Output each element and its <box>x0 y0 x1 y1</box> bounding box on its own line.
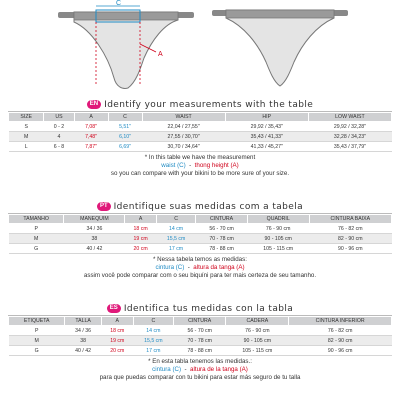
cell: 6 - 8 <box>44 142 74 152</box>
cell: L <box>9 142 44 152</box>
label-c: C <box>116 0 122 7</box>
section-title: Identifique suas medidas com a tabela <box>113 201 304 212</box>
note-line-3: para que puedas comparar con tu bikini para estar más seguro de tu talla <box>99 374 301 382</box>
note-line-1: * En esta tabla tenemos las medidas.: <box>148 358 252 365</box>
note-waist: cintura (C) <box>152 366 182 374</box>
note-line-2 <box>8 162 392 170</box>
bikini-front-diagram <box>56 0 196 92</box>
cell: 20 cm <box>101 346 133 356</box>
table-row <box>9 326 392 336</box>
table-header-row <box>9 113 392 122</box>
note-line-2 <box>8 264 392 272</box>
size-table <box>8 214 392 254</box>
cell: 7,87" <box>74 142 108 152</box>
language-badge: EN <box>87 100 101 109</box>
note-waist: cintura (C) <box>155 264 185 272</box>
measurement-notes <box>8 358 392 383</box>
cell: 6,10" <box>108 132 142 142</box>
note-line-1: * Nessa tabela temos as medidas: <box>153 256 247 263</box>
note-separator: - <box>189 162 192 170</box>
table-header-cell: C <box>108 113 142 122</box>
table-row <box>9 346 392 356</box>
cell: 32,28 / 34,23" <box>308 132 391 142</box>
cell: 105 - 115 cm <box>226 346 289 356</box>
table-header-row <box>9 317 392 326</box>
cell: 15,5 cm <box>156 234 196 244</box>
note-height: thong height (A) <box>194 162 239 170</box>
table-header-cell: WAIST <box>142 113 225 122</box>
cell: 19 cm <box>101 336 133 346</box>
measurement-notes <box>8 154 392 179</box>
cell: P <box>9 224 64 234</box>
cell: 7,08" <box>74 122 108 132</box>
section-pt <box>8 200 392 281</box>
table-header-cell: C <box>156 215 196 224</box>
cell: 90 - 105 cm <box>247 234 309 244</box>
table-row <box>9 122 392 132</box>
label-a: A <box>158 51 163 58</box>
cell: 30,70 / 34,64" <box>142 142 225 152</box>
table-header-cell: A <box>74 113 108 122</box>
cell: 76 - 90 cm <box>247 224 309 234</box>
cell: 29,92 / 32,28" <box>308 122 391 132</box>
cell: M <box>9 132 44 142</box>
note-height: altura de la tanga (A) <box>190 366 248 374</box>
cell: P <box>9 326 65 336</box>
cell: 17 cm <box>133 346 173 356</box>
table-row <box>9 336 392 346</box>
note-line-3: so you can compare with your bikini to be more sure of your size. <box>110 170 290 178</box>
right-clasp-icon <box>176 12 194 18</box>
cell: 6,69" <box>108 142 142 152</box>
cell: 76 - 82 cm <box>309 224 391 234</box>
cell: 0 - 2 <box>44 122 74 132</box>
cell: 76 - 82 cm <box>289 326 392 336</box>
table-header-cell: A <box>101 317 133 326</box>
cell: 5,51" <box>108 122 142 132</box>
table-row <box>9 234 392 244</box>
cell: 82 - 90 cm <box>289 336 392 346</box>
section-header <box>8 302 392 316</box>
cell: S <box>9 122 44 132</box>
cell: 20 cm <box>125 244 156 254</box>
cell: 70 - 78 cm <box>174 336 226 346</box>
cell: G <box>9 244 64 254</box>
section-es <box>8 302 392 383</box>
cell: 78 - 88 cm <box>196 244 247 254</box>
table-header-cell: SIZE <box>9 113 44 122</box>
language-badge: ES <box>107 304 121 313</box>
cell: 18 cm <box>101 326 133 336</box>
cell: 29,92 / 35,43" <box>225 122 308 132</box>
note-line-2 <box>8 366 392 374</box>
cell: 4 <box>44 132 74 142</box>
table-header-cell: TAMANHO <box>9 215 64 224</box>
table-header-cell: LOW WAIST <box>308 113 391 122</box>
table-header-cell: CINTURA <box>174 317 226 326</box>
size-table <box>8 112 392 152</box>
table-header-cell: TALLA <box>65 317 101 326</box>
size-table <box>8 316 392 356</box>
table-header-cell: US <box>44 113 74 122</box>
table-header-cell: A <box>125 215 156 224</box>
cell: 14 cm <box>133 326 173 336</box>
cell: 56 - 70 cm <box>174 326 226 336</box>
table-row <box>9 142 392 152</box>
cell: 56 - 70 cm <box>196 224 247 234</box>
cell: 35,43 / 41,33" <box>225 132 308 142</box>
cell: 90 - 105 cm <box>226 336 289 346</box>
cell: 34 / 36 <box>65 326 101 336</box>
cell: 105 - 115 cm <box>247 244 309 254</box>
cell: 76 - 90 cm <box>226 326 289 336</box>
left-clasp-icon <box>58 12 76 18</box>
cell: 38 <box>64 234 125 244</box>
cell: 34 / 36 <box>64 224 125 234</box>
note-line-3: assim você pode comparar com o seu biquíni para ter mais certeza de seu tamanho. <box>83 272 317 280</box>
cell: 90 - 96 cm <box>309 244 391 254</box>
cell: 41,33 / 45,27" <box>225 142 308 152</box>
table-header-cell: CADERA <box>226 317 289 326</box>
table-header-cell: CINTURA INFERIOR <box>289 317 392 326</box>
table-header-cell: C <box>133 317 173 326</box>
cell: 19 cm <box>125 234 156 244</box>
note-separator: - <box>184 366 187 374</box>
bikini-back-diagram <box>210 0 350 92</box>
cell: 70 - 78 cm <box>196 234 247 244</box>
cell: G <box>9 346 65 356</box>
section-header <box>8 98 392 112</box>
cell: 82 - 90 cm <box>309 234 391 244</box>
section-header <box>8 200 392 214</box>
cell: M <box>9 336 65 346</box>
cell: 18 cm <box>125 224 156 234</box>
note-line-1: * In this table we have the measurement <box>144 154 256 161</box>
table-header-cell: MANEQUIM <box>64 215 125 224</box>
cell: 22,04 / 27,55" <box>142 122 225 132</box>
cell: 38 <box>65 336 101 346</box>
cell: 17 cm <box>156 244 196 254</box>
cell: 40 / 42 <box>65 346 101 356</box>
cell: 40 / 42 <box>64 244 125 254</box>
section-title: Identifica tus medidas con la tabla <box>123 303 294 314</box>
cell: 15,5 cm <box>133 336 173 346</box>
table-row <box>9 244 392 254</box>
measurement-notes <box>8 256 392 281</box>
cell: M <box>9 234 64 244</box>
cell: 7,48" <box>74 132 108 142</box>
table-header-cell: ETIQUETA <box>9 317 65 326</box>
table-row <box>9 224 392 234</box>
cell: 90 - 96 cm <box>289 346 392 356</box>
section-title: Identify your measurements with the table <box>104 99 314 110</box>
table-header-row <box>9 215 392 224</box>
table-row <box>9 132 392 142</box>
section-en <box>8 98 392 179</box>
note-waist: waist (C) <box>161 162 186 170</box>
cell: 14 cm <box>156 224 196 234</box>
note-height: altura da tanga (A) <box>193 264 245 272</box>
cell: 35,43 / 37,79" <box>308 142 391 152</box>
table-header-cell: HIP <box>225 113 308 122</box>
table-header-cell: CINTURA <box>196 215 247 224</box>
cell: 27,55 / 30,70" <box>142 132 225 142</box>
table-header-cell: QUADRIL <box>247 215 309 224</box>
note-separator: - <box>187 264 190 272</box>
cell: 78 - 88 cm <box>174 346 226 356</box>
table-header-cell: CINTURA BAIXA <box>309 215 391 224</box>
language-badge: PT <box>97 202 111 211</box>
